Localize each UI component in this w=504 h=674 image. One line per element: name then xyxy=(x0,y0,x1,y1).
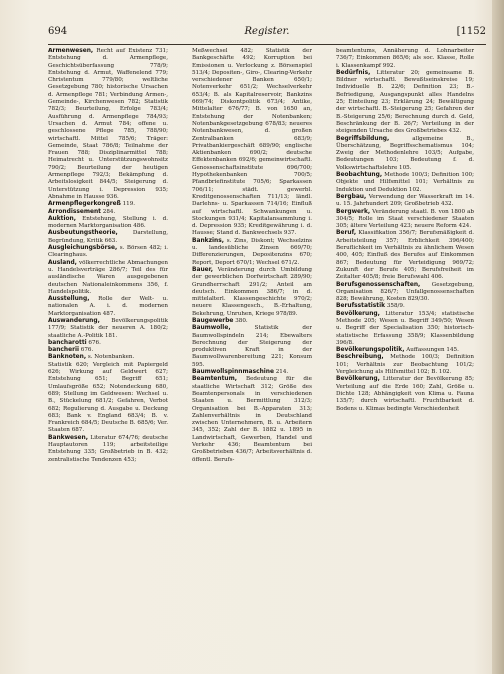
index-entry xyxy=(192,318,312,325)
entry-text: Litteratur der Bevölkerung 85; Verteilung auf die Erde 160; Zahl, Größe u. Dichte 128; Abhängigkeit von Klima u. Fauna 135/7; durch wirtschaftl. Fruchtbarkeit d. Bodens u. Klimas bedingte Verschiedenheit xyxy=(336,376,474,412)
running-title: Register. xyxy=(244,26,290,37)
entry-text: Klassifikation 356/7; Berufsmäßigkeit d. Arbeitsteilung 357; Erblichkeit 396/400; Beruflichkeit im Verhältnis zu ähnlichem Wesen 400, 405; Einfluß des Berufes auf Einkommen 867; Bedeutung für Verteidigung 969/72; Zukunft der Berufe 405; Berufsfreiheit im Zeitalter 405/8; freie Berufswahl 406. xyxy=(336,230,474,281)
index-entry xyxy=(48,48,168,201)
index-entry xyxy=(336,347,474,354)
entry-headword: Beamtentum, xyxy=(192,376,237,383)
entry-headword: Bergbau, xyxy=(336,193,367,200)
entry-text: Entstehung, Stellung i. d. modernen Marktorganisation 486. xyxy=(48,215,168,230)
index-entry xyxy=(336,311,474,347)
entry-text: s. Notenbanken. xyxy=(86,354,135,361)
entry-headword: Bauer, xyxy=(192,266,213,273)
index-entry xyxy=(192,48,312,238)
index-entry xyxy=(48,318,168,340)
entry-headword: Auswanderung, xyxy=(48,317,100,324)
entry-text: allgemeine B., Überschätzung, Begriffsschematismus 104; Zweig der Methodenlehre 103/5; Aufgabe, Bedeutungen 103; Bedeutung f. d. Volkswirtschaftslehre 105. xyxy=(336,135,474,171)
entry-text: s. Zins, Diskont; Wechselzins u. landesübliche Zinsen 669/70; Differenzierungen, Depositenzins 670; Report, Deport 670/1; Wechsel 671/2. xyxy=(192,237,312,266)
entry-headword: Begriffsbildung, xyxy=(336,135,390,142)
entry-headword: Bankzins, xyxy=(192,237,224,244)
index-entry xyxy=(336,209,474,231)
index-column-3 xyxy=(336,48,474,648)
entry-headword: Beschreibung, xyxy=(336,354,384,361)
entry-headword: Berufsstatistik xyxy=(336,303,386,310)
index-entry xyxy=(192,376,312,464)
index-entry xyxy=(48,201,168,208)
entry-headword: Beruf, xyxy=(336,230,357,237)
page-header xyxy=(48,26,486,40)
page-edge xyxy=(492,0,504,674)
entry-headword: Auktion, xyxy=(48,215,76,222)
entry-text: Meßwechsel 482; Statistik der Bankgeschäfte 492; Korruption bei Emissionen u. Verlockung z. Börsenspiel 513/4; Depositen-, Giro-, Clearing-Verkehr verschiedener Banken 650/1; Notenverkehr 651/2; Wechselverkehr 653/4; B. als Kapitalreservoir, Bankzins 669/74; Diskontpolitik 673/4; Antike, Mittelalter 676/77; B. von 1650 an, Entstehung der Notenbanken; Notenbankgesetzgebung 678/83; neueres Notenbankwesen, d. großen Zentralbanken 683/9; Privatbankiergeschäft 689/90; englische Aktienbanken 690/2; deutsche Effektenbanken 692/6; gemeinwirtschaftl. Genossenschaftsinstitute 696/700; Hypothekenbanken 700/5; Pfandbriefinstitute 705/6; Sparkassen 706/11; städt. gewerbl. Kreditgenossenschaften 711/13; ländl. Darlehns- u. Sparkassen 714/16; Einfluß auf wirtschaftl. Schwankungen u. Stockungen 931/4; Kapitalansammlung i. d. Depression 935; Kreditgewährung i. d. Hausse; Stand d. Bankwechsels 937. xyxy=(192,48,312,237)
index-entry xyxy=(48,260,168,296)
entry-text: Litteratur 153/4; statistische Methode 205; Wesen u. Begriff 349/50; Wesen u. Begriff der Specialisation 350; historisch-statistische Erfassung 358/9; Klassenbildung 396/8. xyxy=(336,310,474,346)
entry-headword: Baugewerbe xyxy=(192,317,234,324)
entry-text: Auffassungen 145. xyxy=(404,347,459,354)
entry-headword: Baumwolle, xyxy=(192,325,231,332)
entry-headword: Ausgleichungsbörse, xyxy=(48,245,118,252)
entry-text: 358/9. xyxy=(385,303,405,310)
index-entry xyxy=(48,230,168,245)
page-number: 694 xyxy=(48,26,68,37)
entry-text: Rolle der Welt- u. nationalen A. i. d. modernen Marktorganisation 487. xyxy=(48,296,168,317)
entry-text: Veränderung staatl. B. von 1800 ab 304/5; Rolle im Staat verschiedener Staaten 305; ältere Verteilung 423; neuere Reform 424. xyxy=(336,208,474,230)
entry-text: Bedeutung für die staatliche Wirtschaft 312; Größe des Beamtenpersonals in verschiedenen Staaten u. Bermittlung 312/3; Organisation bei B.-Apparaten 313; Zahlenverhältnis in Deutschland zwischen Unternehmern, B. u. Arbeitern 345, 352; Zahl der B. 1882 u. 1895 in Landwirtschaft, Gewerben, Handel und Verkehr 436; Beamtentum bei Großbetrieben 436/7; Arbeitsverhältnis d. öffentl. Berufs- xyxy=(192,376,312,463)
entry-text: Darstellung, Begründung, Kritik 663. xyxy=(48,230,168,244)
index-entry xyxy=(48,296,168,318)
entry-headword: bancherii xyxy=(48,347,80,354)
entry-headword: Armenwesen, xyxy=(48,48,94,54)
entry-text: 676. xyxy=(79,347,94,354)
entry-headword: Armenpflegerkongreß xyxy=(48,201,121,208)
entry-headword: Arrondissement xyxy=(48,208,101,215)
entry-text: Literatur 674/76; deutsche Hauptautoren 119; arbeitsteilige Entstehung 335; Großbetrieb in B. 432; zentralistische Tendenzen 453; xyxy=(48,434,168,463)
index-entry xyxy=(48,347,168,354)
entry-text: beamtentums, Annäherung d. Lohnarbeiter 736/7; Einkommen 865/6; als soc. Klasse, Rolle i. Klassenkampf 992. xyxy=(336,48,474,69)
index-entry xyxy=(48,435,168,464)
index-entry xyxy=(336,376,474,412)
index-column-1 xyxy=(48,48,168,648)
entry-text: Bevölkerungspolitik 177/9; Statistik der neueren A. 180/2; staatliche A.-Politik 181. xyxy=(48,317,168,339)
entry-text: 284. xyxy=(101,208,116,215)
entry-text: völkerrechtliche Abmachungen u. Handelsverträge 286/7; Teil des für ausländische Waren ausgegebenen deutschen Nationaleinkommens 356, f. Handelspolitik. xyxy=(48,259,168,295)
entry-headword: Beobachtung, xyxy=(336,172,383,179)
entry-text: Methode 100/3; Definition 100; Objekte und Hilfsmittel 101; Verhältnis zu Induktion und Deduktion 102. xyxy=(336,172,474,193)
index-entry xyxy=(336,230,474,281)
entry-text: Gesetzgebung, Organisation 826/7; Unfallgenossenschaften 828; Bewährung, Kosten 829/30. xyxy=(336,281,474,303)
index-entry xyxy=(192,369,312,376)
entry-text: Statistik 620; Vergleich mit Papiergeld 626; Wirkung auf Geldwert 627; Entstehung 651; Begriff 651; Umlaufsgröße 652; Notendeckung 680, 689; Stellung im Geldwesen: Wechsel u. B., Stückelung 681/2; Gefahren, Verbot 682; Regulierung d. Ausgabe u. Deckung 683; Bank v. England 683/4; B. v. Frankreich 684/5; Deutsche B. 685/6; Ver. Staaten 687. xyxy=(48,361,168,434)
index-entry xyxy=(336,282,474,304)
entry-text: 380. xyxy=(233,317,248,324)
index-entry xyxy=(336,354,474,376)
signature-mark: [1152 xyxy=(456,26,486,37)
entry-text: Statistik der Baumwollspindeln 214; Ebewalters Berechnung der Steigerung der produktiven Kraft in der Baumwollwarenbereitung 221; Konsum 595. xyxy=(192,325,312,368)
index-entry xyxy=(48,245,168,260)
index-entry xyxy=(336,136,474,172)
entry-headword: Bevölkerungspolitik, xyxy=(336,347,405,354)
index-entry xyxy=(336,48,474,70)
entry-headword: Bedürfnis, xyxy=(336,69,371,76)
entry-headword: Ausland, xyxy=(48,259,77,266)
header-rule xyxy=(48,44,486,45)
entry-headword: Bergwerk, xyxy=(336,208,371,215)
index-entry xyxy=(192,267,312,318)
entry-text: Methode 100/3; Definition 101; Verhältnis zur Beobachtung 101/2; Vergleichung als Hilfsmittel 102; B. 102. xyxy=(336,354,474,376)
entry-headword: Bevölkerung, xyxy=(336,310,380,317)
index-entry xyxy=(192,238,312,267)
entry-text: Recht auf Existenz 731; Entstehung d. Armenpflege, Geschichtsüberfassung 778/9; Entstehung d. Armut, Waffenelend 779; Christentum 779/80; weltliche Gesetzgebung 780; historische Ursachen d. Armenpflege 781; Verbindung Armen-, Gemeinde-, Kirchenwesen 782; Statistik 782/3; Beurteilung, Erfolge 783/4; Ausführung d. Armenpflege 784/93; Ursachen d. Armut 784; offene u. geschlossene Pflege 785, 788/90; wirtschaftl. Mittel 785/6; Träger: Gemeinde, Staat 786/8; Teilnahme der Frauen 788; Disziplinarmittel 788; Heimatrecht u. Unterstützungswohnsitz 790/2; Beurteilung der heutigen Armenpflege 792/3; Bekämpfung d. Arbeitslosigkeit 844/5; Steigerung d. Unterstützung i. Depression 935; Abnahme in Hausse 936. xyxy=(48,48,168,200)
entry-text: Verwendung der Wasserkraft im 14. u. 15. Jahrhundert 209; Großbetrieb 432. xyxy=(336,193,474,208)
index-entry xyxy=(336,172,474,194)
entry-headword: Berufsgenossenschaften, xyxy=(336,281,421,288)
index-entry xyxy=(48,362,168,435)
entry-headword: Baumwollspinnmaschine xyxy=(192,369,274,376)
index-entry xyxy=(48,216,168,231)
entry-text: 214. xyxy=(273,369,289,376)
entry-text: Veränderung durch Umbildung der gewerblichen Dorfwirtschaft 289/90; Grundherrschaft 291/2; Anteil am deutsch. Einkommen 386/7; in d. mittelalterl. Klassengeschichte 970/2; neuere Klassengesch., B.-Erhaltung, Bekehrung, Unruhen, Kriege 978/89. xyxy=(192,266,312,317)
index-entry xyxy=(336,70,474,136)
index-entry xyxy=(336,194,474,209)
index-entry xyxy=(48,354,168,361)
entry-headword: Bankwesen, xyxy=(48,434,88,441)
index-column-2 xyxy=(192,48,312,648)
entry-headword: Ausbeutungstheorie, xyxy=(48,230,118,237)
entry-text: Litteratur 20; gemeinsame B. Bildner wirtschaftl. Bewußtseinskreise 19; Individuelle B. 22/6; Definition 23; B.-Befriedigung, Ausgangspunkt alles Handelns 25; Einteilung 23; Erklärung 24; Bewältigung der wirtschaftl. B.-Steigerung 25; Gefahren der B.-Steigerung 25/6; Berechnung durch d. Geld, Beschränkung der B. 26/7; Verteilung in der steigenden Ursache des Großbetriebes 432. xyxy=(336,69,474,135)
entry-text: 676. xyxy=(86,339,101,346)
entry-headword: bancharotti xyxy=(48,339,87,346)
entry-headword: Ausstellung, xyxy=(48,296,90,303)
index-entry xyxy=(48,209,168,216)
index-entry xyxy=(336,303,474,310)
entry-text: s. Börsen 482; i. Clearinghaus. xyxy=(48,245,168,259)
entry-headword: Banknoten, xyxy=(48,354,87,361)
entry-text: 119. xyxy=(120,201,136,208)
entry-headword: Bevölkerung, xyxy=(336,376,380,383)
index-entry xyxy=(48,340,168,347)
index-entry xyxy=(192,325,312,369)
